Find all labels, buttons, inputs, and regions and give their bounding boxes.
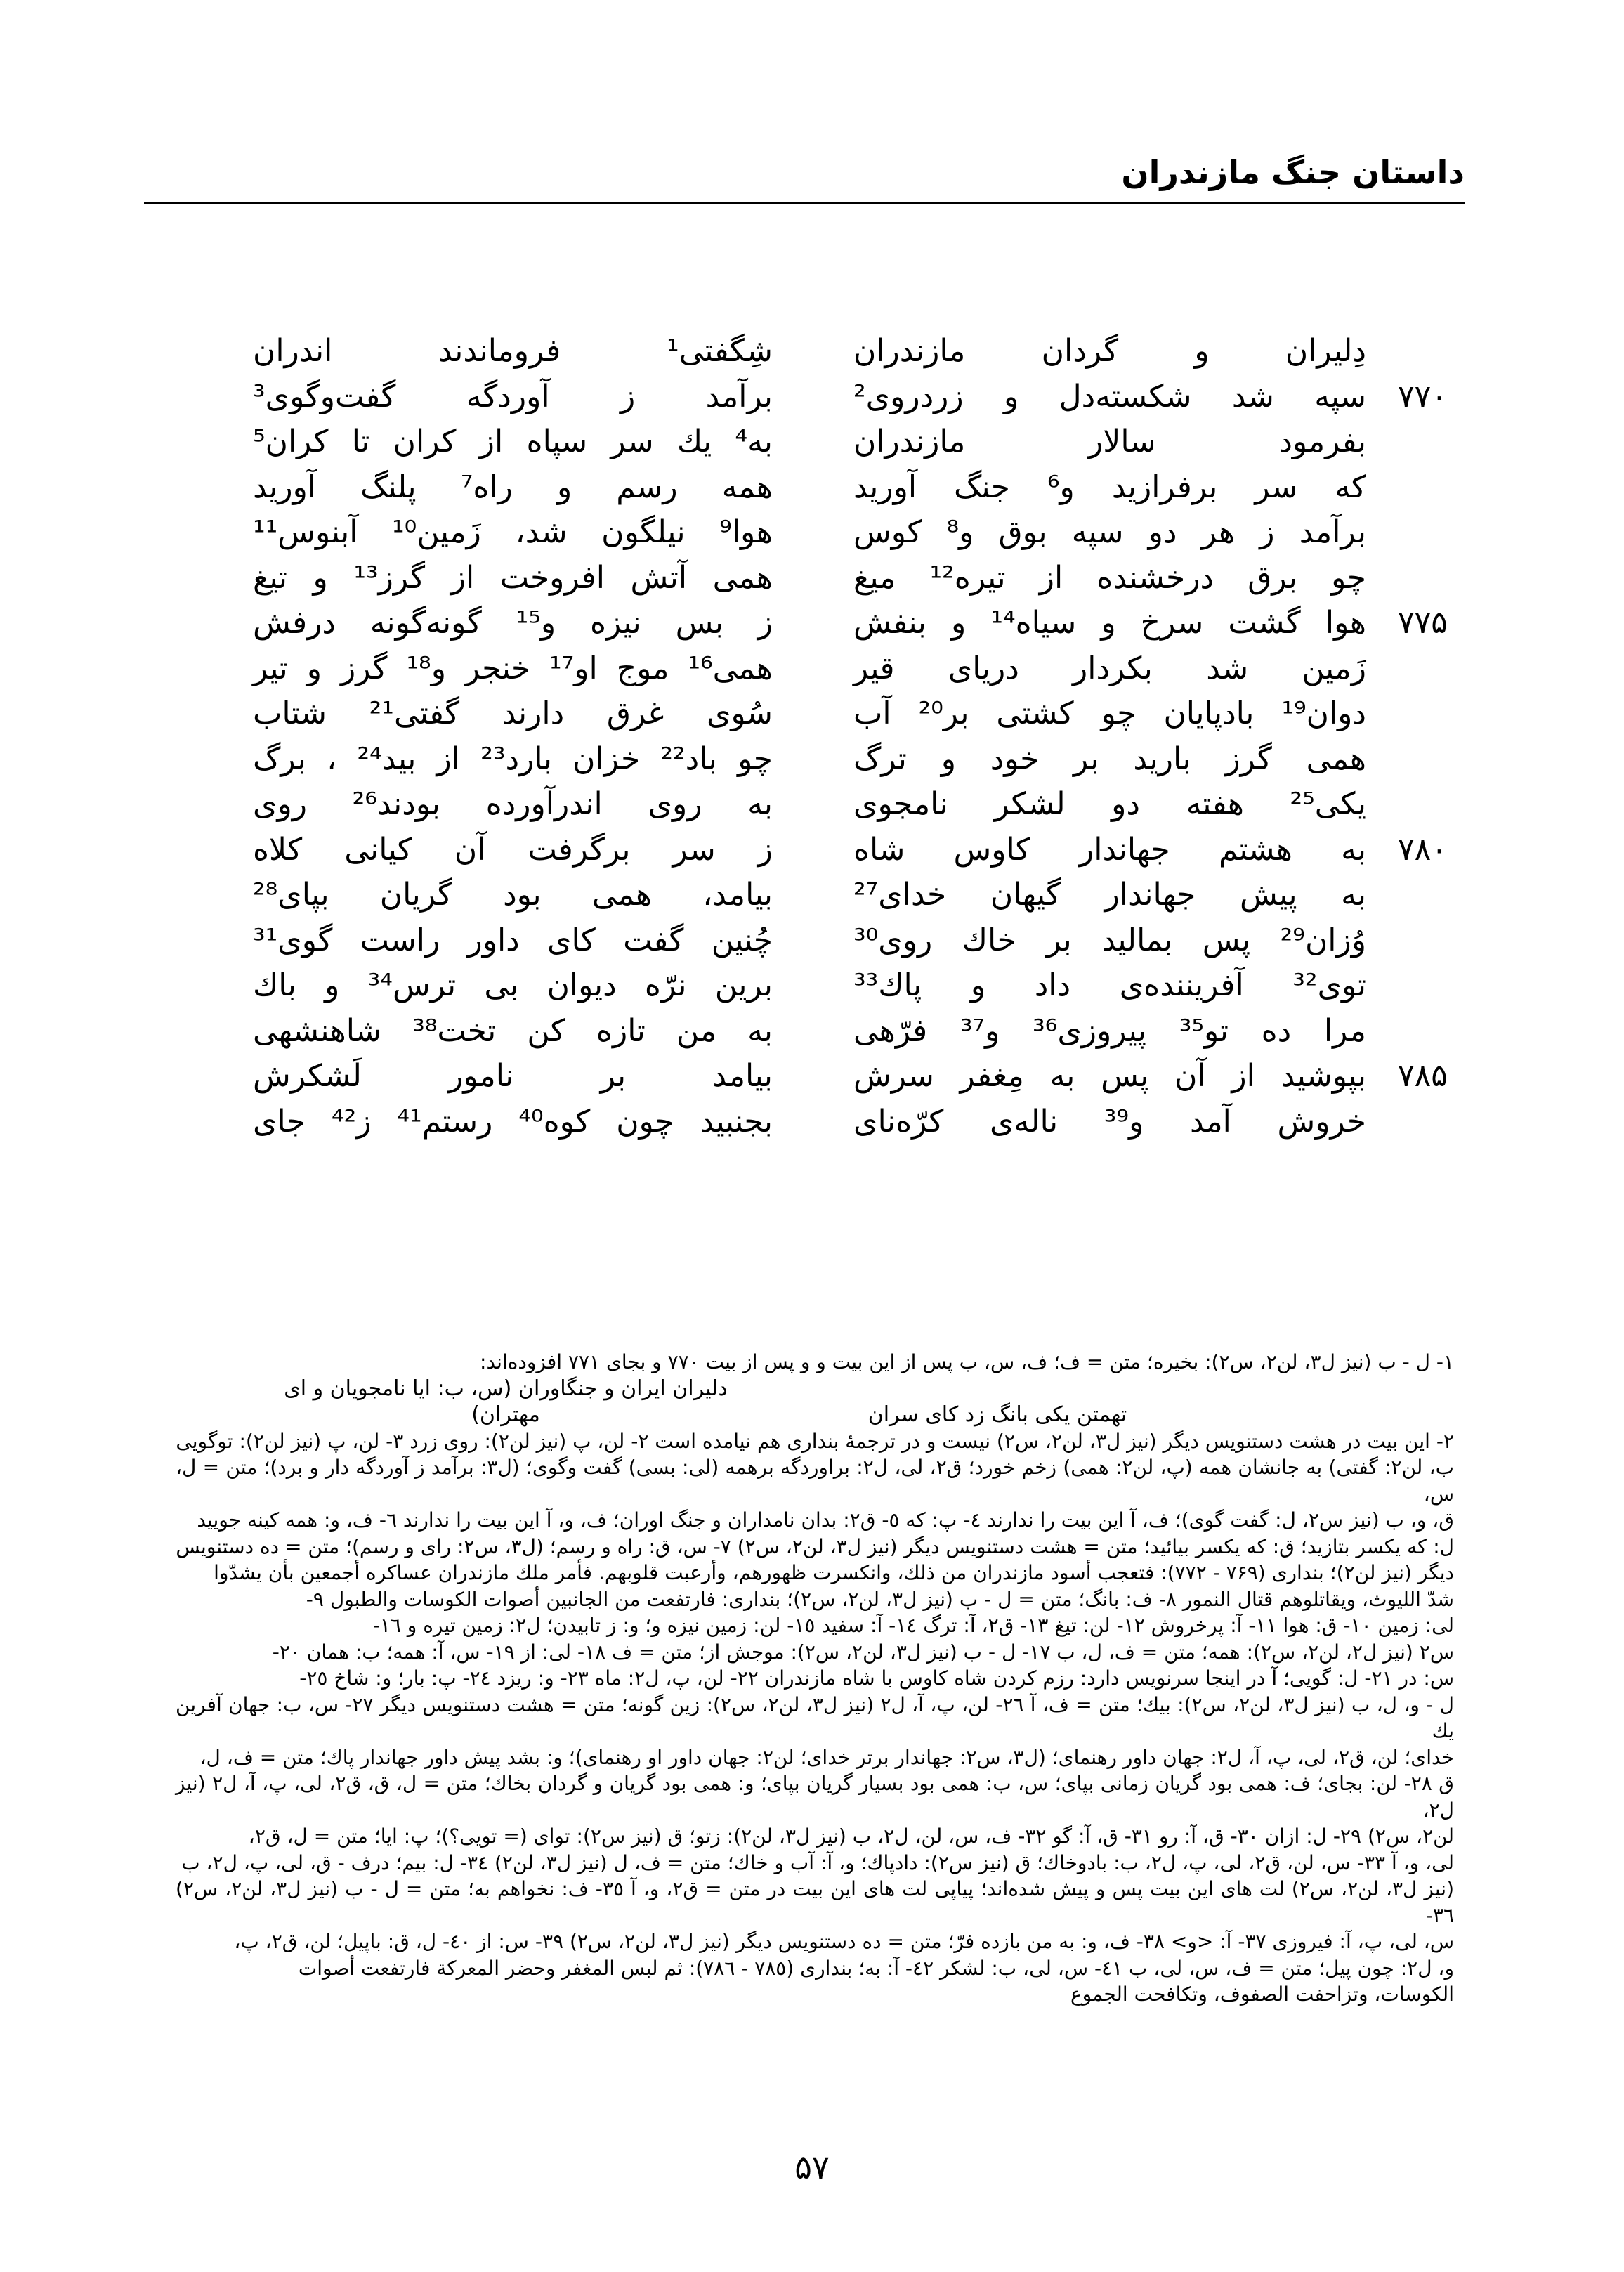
hemistich-second: ز بس نیزه و¹⁵ گونه‌گونه درفش (253, 605, 773, 641)
footnote-line: لی: زمین ۱۰- ق: هوا ۱۱- آ: پرخروش ۱۲- لن: تیغ ۱۳- ق۲، آ: ترگ ۱٤- آ: سفید ۱٥- لن: زمین نیزه و؛ و: ز تابیدن؛ ل۲: زمین تیره و ۱٦- (372, 1614, 1454, 1637)
added-verse-first-hemistich: تهمتن یکی بانگ زد کای سران (867, 1402, 1127, 1427)
hemistich-first: خروش آمد و³⁹ ناله‌ی کرّه‌نای (853, 1103, 1366, 1140)
couplet (253, 693, 1489, 738)
verse-number: ۷۸۵ (1398, 1058, 1448, 1094)
page-number: ۵۷ (794, 2148, 830, 2186)
footnote-line: شدّ الليوث، ويقاتلوهم قتال النمور ۸- ف: بانگ؛ متن = ل - ب (نیز ل۳، لن۲، س۲)؛ بنداری: فارتفعت من الجانبين أصوات الكوسات والطبول ۹- (306, 1587, 1454, 1611)
couplet (253, 965, 1489, 1010)
hemistich-first: همی گرز بارید بر خود و ترگ (853, 740, 1366, 777)
footnote-line: ق ۲۸- لن: بجای؛ ف: همی بود گریان زمانی بپای؛ س، ب: همی بود بسیار گریان بپای؛ و: همی بود گریان و گردان بخاك؛ متن = ل، ق، ق۲، لی، پ، آ، ل۲ (نیز ل۲، (176, 1772, 1454, 1822)
footnote-line: و، ل۲: چون پیل؛ متن = ف، س، لی، ب ٤۱- س، لی، ب: لشکر ٤۲- آ: به؛ بنداری (۷۸٥ - ۷۸٦): ثم لبس المغفر وحضر المعركة فارتفعت أصوات (298, 1956, 1454, 1980)
couplet (253, 829, 1489, 875)
footnote-line: لن۲، س۲) ۲۹- ل: ازان ۳۰- ق، آ: رو ۳۱- ق، آ: گو ۳۲- ف، س، لن، ل۲، ب (نیز ل۳، لن۲): زتو؛ ق (نیز س۲): توای (= تویی؟)؛ پ: ایا؛ متن = ل، ق۲، (248, 1824, 1454, 1848)
couplet (253, 421, 1489, 466)
hemistich-second: چو باد²² خزان بارد²³ از بید²⁴ ، برگ (253, 740, 773, 777)
hemistich-second: برین نرّه دیوان بی ترس³⁴ و باك (253, 967, 773, 1003)
verse-number: ۷۷۵ (1398, 605, 1448, 641)
couplet (253, 920, 1489, 965)
couplet (253, 738, 1489, 784)
footnote-line: س۲ (نیز ل۲، لن۲، س۲): همه؛ متن = ف، ل، ب ۱۷- ل - ب (نیز ل۳، لن۲، س۲): موجش از؛ متن = ف ۱۸- لی: از ۱۹- س، آ: همه؛ ب: همان ۲۰- (272, 1640, 1454, 1664)
couplet (253, 1010, 1489, 1056)
couplet (253, 557, 1489, 603)
header-rule-divider (144, 202, 1465, 204)
hemistich-second: هوا⁹ نیلگون شد، زَمین¹⁰ آبنوس¹¹ (253, 514, 773, 550)
hemistich-first: برآمد ز هر دو سپه بوق و⁸ کوس (853, 514, 1366, 550)
hemistich-second: به⁴ یك سر سپاه از کران تا کران⁵ (253, 424, 773, 459)
hemistich-first: بپوشید از آن پس به مِغفر سرش (853, 1058, 1366, 1094)
hemistich-first: یکی²⁵ هفته دو لشکر نامجوی (853, 786, 1366, 822)
hemistich-second: چُنین گفت کای داور راست گوی³¹ (253, 922, 773, 958)
hemistich-first: دِلیران و گردان مازندران (853, 333, 1366, 369)
hemistich-first: توی³² آفریننده‌ی داد و پاك³³ (853, 967, 1366, 1003)
couplet (253, 330, 1489, 376)
footnote-line: س: در ۲۱- ل: گویی؛ آ در اینجا سرنویس دارد: رزم کردن شاه کاوس با شاه مازندران ۲۲- لن، پ، ل۲: ماه ۲۳- و: ریزد ۲٤- پ: بار؛ و: شاخ ۲٥- (299, 1666, 1454, 1690)
hemistich-second: بجنبید چون کوه⁴⁰ رستم⁴¹ ز⁴² جای (253, 1103, 773, 1140)
footnote-line: الكوسات، وتزاحفت الصفوف، وتكافحت الجموع (1070, 1983, 1454, 2006)
footnote-line: ق، و، ب (نیز س۲، ل: گفت گوی)؛ ف، آ این بیت را ندارند ٤- پ: که ٥- ق۲: بدان نامداران و جنگ اوران؛ ف، و، آ این بیت را ندارند ٦- ف، و: همه کینه جویید (197, 1508, 1454, 1532)
couplet (253, 874, 1489, 920)
hemistich-first: بفرمود سالار مازندران (853, 424, 1366, 459)
hemistich-first: چو برق درخشنده از تیره¹² میغ (853, 559, 1367, 596)
footnote-line: خدای؛ لن، ق۲، لی، پ، آ، ل۲: جهان داور رهنمای؛ (ل۳، س۲: جهاندار برتر خدای؛ لن۲: جهان داور او رهنمای)؛ و: بشد پیش داور جهاندار پاك؛ متن = ف، ل، (199, 1745, 1454, 1769)
hemistich-first: هوا گشت سرخ و سیاه¹⁴ و بنفش (853, 605, 1366, 641)
hemistich-second: ز سر برگرفت آن کیانی کلاه (253, 831, 773, 868)
footnote-line: ل: که یکسر بتازید؛ ق: که یکسر بیائید؛ متن = هشت دستنویس دیگر (نیز ل۳، لن۲، س۲) ۷- س، ق: راه و رسم؛ (ل۳، س۲: رای و رسم)؛ متن = ده دستنویس (176, 1534, 1454, 1558)
footnote-line: ب، لن۲: گفتی) به جانشان همه (پ، لن۲: همی) زخم خورد؛ ق۲، لی، ل۲: براوردگه برهمه (لی: بسی) گفت وگوی؛ (ل۳: برآمد ز آوردگه دار و برد)؛ متن = ل، س، (176, 1456, 1455, 1506)
verse-number: ۷۷۰ (1398, 378, 1448, 414)
footnote-line: ۲- این بیت در هشت دستنویس دیگر (نیز ل۳، لن۲، س۲) نیست و در ترجمهٔ بنداری هم نیامده است ۲- لن، پ (نیز لن۲): روی زرد ۳- لن، پ (نیز لن۲): توگویی (176, 1429, 1454, 1453)
hemistich-first: سپه شد شکسته‌دل و زردروی² (853, 378, 1366, 414)
hemistich-first: به پیش جهاندار گیهان خدای²⁷ (853, 877, 1366, 913)
footnote-line: لی، و، آ ۳۳- س، لن، ق۲، لی، پ، ل۲، ب: بادوخاك؛ ق (نیز س۲): دادپاك؛ و، آ: آب و خاك؛ متن = ف، ل (نیز ل۳، لن۲) ۳٤- ل: بیم؛ درف - ق، لی، پ، ل۲، ب (181, 1850, 1454, 1874)
hemistich-second: به من تازه کن تخت³⁸ شاهنشهی (253, 1012, 773, 1049)
couplet (253, 376, 1489, 422)
added-verse-second-hemistich: دلیران ایران و جنگاوران (س، ب: ایا نامجویان و ای مهتران) (284, 1376, 728, 1427)
couplet (253, 602, 1489, 648)
hemistich-first: دوان¹⁹ بادپایان چو کشتی بر²⁰ آب (853, 696, 1366, 731)
footnotes-block (176, 1349, 1454, 2008)
hemistich-second: همه رسم و راه⁷ پلنگ آورید (253, 469, 773, 505)
hemistich-second: همی آتش افروخت از گرز¹³ و تیغ (253, 559, 773, 596)
hemistich-second: بیامد، همی بود گریان بپای²⁸ (253, 877, 773, 913)
couplet (253, 648, 1489, 693)
footnote-line: دیگر (نیز لن۲)؛ بنداری (۷۶۹ - ۷۷۲): فتعجب أسود مازندران من ذلك، وانكسرت ظهورهم، وأرعبت قلوبهم. فأمر ملك مازندران عساكره أجمعين بأن يشدّوا (214, 1561, 1454, 1584)
footnote-line: ل - و، ل، ب (نیز ل۳، لن۲، س۲): بیك؛ متن = ف، آ ۲٦- لن، پ، آ، ل۲ (نیز ل۳، لن۲، س۲): زین گونه؛ متن = هشت دستنویس دیگر ۲۷- س، ب: جهان آفرین یك (176, 1692, 1454, 1742)
verse-block (253, 330, 1489, 1146)
footnote-line: (نیز ل۳، لن۲، س۲) لت های این بیت پس و پیش شده‌اند؛ پیاپی لت های این بیت در متن = ق۲، و، آ ۳٥- ف: نخواهم به؛ متن = ل - ب (نیز ل۳، لن۲، س۲) ۳٦- (176, 1877, 1455, 1927)
page-title: داستان جنگ مازندران (1121, 153, 1465, 191)
footnote-intro: ۱- ل - ب (نیز ل۳، لن۲، س۲): بخیره؛ متن = ف؛ ف، س، ب پس از این بیت و و پس از بیت ۷۷۰ و بجای ۷۷۱ افزوده‌اند: (480, 1350, 1454, 1373)
hemistich-first: که سر برفرازید و⁶ جنگ آورید (853, 469, 1366, 505)
hemistich-first: مرا ده تو³⁵ پیروزی³⁶ و³⁷ فرّهی (853, 1012, 1366, 1049)
couplet (253, 466, 1489, 512)
hemistich-first: به هشتم جهاندار کاوس شاه (853, 831, 1366, 868)
hemistich-first: زَمین شد بکردار دریای قیر (853, 650, 1366, 686)
couplet (253, 1101, 1489, 1147)
hemistich-second: شِگفتی¹ فروماندند اندران (253, 333, 773, 369)
couplet (253, 1055, 1489, 1101)
hemistich-second: بیامد بر نامور لَشکرش (253, 1058, 773, 1094)
hemistich-second: سُوی غرق دارند گفتی²¹ شتاب (253, 696, 773, 731)
couplet (253, 511, 1489, 557)
hemistich-first: وُزان²⁹ پس بمالید بر خاك روی³⁰ (853, 922, 1366, 958)
footnote-added-verse (176, 1376, 1454, 1428)
hemistich-second: برآمد ز آوردگه گفت‌وگوی³ (253, 378, 773, 414)
footnote-line: س، لی، پ، آ: فیروزی ۳۷- آ: <و> ۳۸- ف، و: به من بازده فرّ؛ متن = ده دستنویس دیگر (نیز ل۳، لن۲، س۲) ۳۹- س: از ٤۰- ل، ق: باپیل؛ لن، ق۲، پ، (234, 1930, 1454, 1953)
hemistich-second: به روی اندرآورده بودند²⁶ روی (253, 786, 773, 822)
couplet (253, 783, 1489, 829)
hemistich-second: همی¹⁶ موج او¹⁷ خنجر و¹⁸ گرز و تیر (253, 650, 773, 686)
running-header (144, 151, 1465, 207)
verse-number: ۷۸۰ (1398, 831, 1448, 868)
